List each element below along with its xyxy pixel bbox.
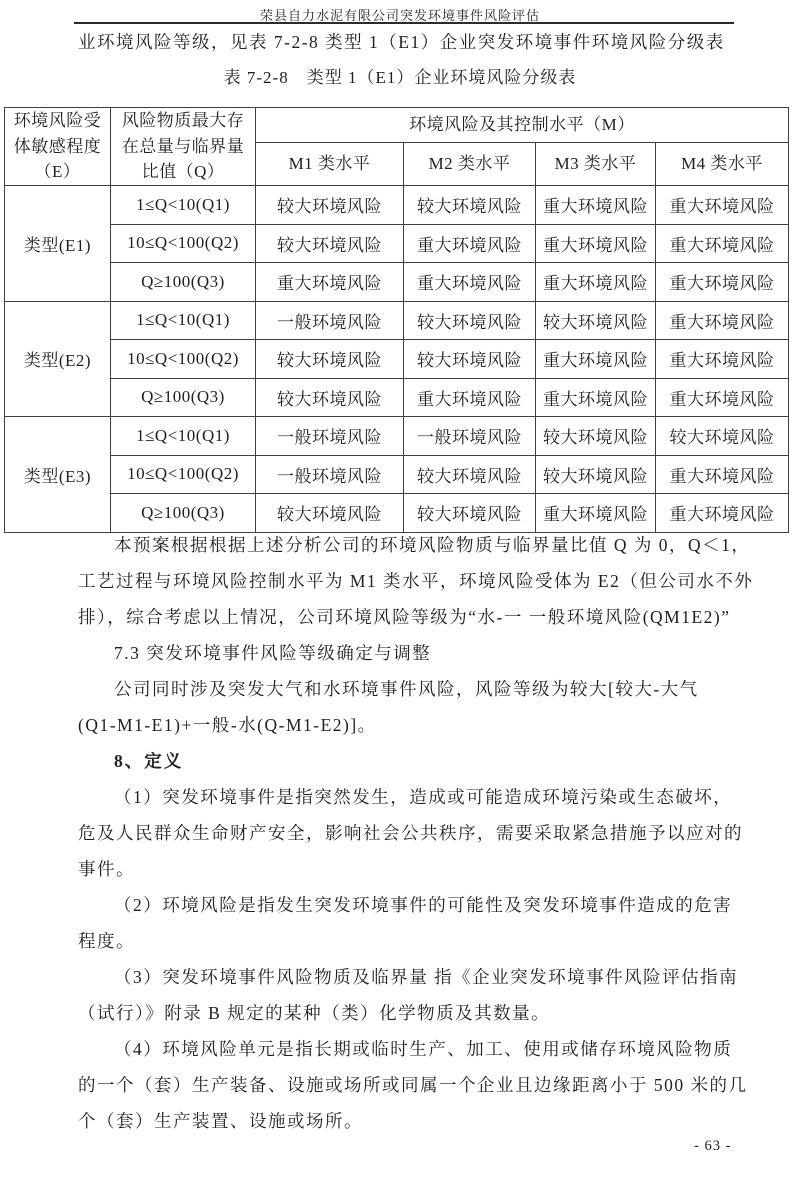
table-row: [5, 263, 789, 302]
risk-cell: 较大环境风险: [536, 301, 656, 340]
q-range-cell: Q≥100(Q3): [111, 378, 256, 417]
table-caption: 表 7-2-8 类型 1（E1）企业环境风险分级表: [223, 68, 577, 87]
risk-cell: 重大环境风险: [656, 301, 789, 340]
paragraph-line: 个（套）生产装置、设施或场所。: [78, 1111, 363, 1131]
table-row: [5, 455, 789, 494]
paragraph-line: （3）突发环境事件风险物质及临界量 指《企业突发环境事件风险评估指南: [114, 967, 739, 987]
risk-cell: 较大环境风险: [256, 494, 404, 533]
paragraph-line: （2）环境风险是指发生突发环境事件的可能性及突发环境事件造成的危害: [114, 895, 733, 915]
q-range-cell: 10≤Q<100(Q2): [111, 340, 256, 379]
group-label-e1: 类型(E1): [5, 186, 111, 302]
group-label-e2: 类型(E2): [5, 301, 111, 417]
body-text-block: [78, 527, 754, 1139]
page-number: - 63 -: [694, 1138, 732, 1154]
q-range-cell: 1≤Q<10(Q1): [111, 417, 256, 456]
risk-cell: 重大环境风险: [536, 224, 656, 263]
col-header-m3: M3 类水平: [536, 143, 656, 186]
q-range-cell: 1≤Q<10(Q1): [111, 186, 256, 225]
risk-cell: 重大环境风险: [256, 263, 404, 302]
heading-7-3: 7.3 突发环境事件风险等级确定与调整: [114, 643, 432, 663]
paragraph-line: (Q1-M1-E1)+一般-水(Q-M1-E2)]。: [78, 715, 377, 735]
risk-cell: 较大环境风险: [536, 455, 656, 494]
paragraph-line: 本预案根据根据上述分析公司的环境风险物质与临界量比值 Q 为 0，Q＜1，: [114, 535, 751, 555]
paragraph-line: 事件。: [78, 859, 135, 879]
risk-cell: 重大环境风险: [536, 340, 656, 379]
risk-cell: 重大环境风险: [656, 186, 789, 225]
risk-cell: 较大环境风险: [404, 340, 536, 379]
table-row: [5, 378, 789, 417]
risk-cell: 重大环境风险: [656, 340, 789, 379]
risk-cell: 较大环境风险: [656, 417, 789, 456]
table-row: [5, 417, 789, 456]
col-header-receptor: [5, 108, 111, 186]
table-row: [5, 186, 789, 225]
col-header-m-group: 环境风险及其控制水平（M）: [256, 108, 789, 143]
risk-cell: 重大环境风险: [656, 224, 789, 263]
paragraph-line: 危及人民群众生命财产安全，影响社会公共秩序，需要采取紧急措施予以应对的: [78, 823, 743, 843]
risk-cell: 较大环境风险: [404, 494, 536, 533]
paragraph-line: （4）环境风险单元是指长期或临时生产、加工、使用或储存环境风险物质: [114, 1039, 733, 1059]
col-header-m1: M1 类水平: [256, 143, 404, 186]
q-range-cell: Q≥100(Q3): [111, 494, 256, 533]
table-row: [5, 340, 789, 379]
risk-cell: 一般环境风险: [256, 455, 404, 494]
risk-cell: 重大环境风险: [404, 378, 536, 417]
risk-cell: 重大环境风险: [404, 224, 536, 263]
risk-cell: 一般环境风险: [404, 417, 536, 456]
risk-cell: 重大环境风险: [656, 494, 789, 533]
q-range-cell: 10≤Q<100(Q2): [111, 455, 256, 494]
risk-cell: 较大环境风险: [404, 301, 536, 340]
q-range-cell: 1≤Q<10(Q1): [111, 301, 256, 340]
risk-grading-table: [4, 107, 789, 533]
risk-cell: 重大环境风险: [536, 263, 656, 302]
col-header-receptor-line: 环境风险受: [13, 111, 102, 131]
risk-cell: 较大环境风险: [404, 186, 536, 225]
paragraph-line: 工艺过程与环境风险控制水平为 M1 类水平，环境风险受体为 E2（但公司水不外: [78, 571, 754, 591]
col-header-quantity-ratio: [111, 108, 256, 186]
risk-cell: 较大环境风险: [536, 417, 656, 456]
risk-cell: 重大环境风险: [536, 494, 656, 533]
table-row: [5, 224, 789, 263]
risk-cell: 重大环境风险: [656, 378, 789, 417]
table-row: [5, 301, 789, 340]
col-header-receptor-line: （E）: [34, 162, 81, 182]
paragraph-line: （试行）》附录 B 规定的某种（类）化学物质及其数量。: [78, 1003, 551, 1023]
q-range-cell: Q≥100(Q3): [111, 263, 256, 302]
paragraph-line: 程度。: [78, 931, 135, 951]
paragraph-line: 的一个（套）生产装备、设施或场所或同属一个企业且边缘距离小于 500 米的几: [78, 1075, 748, 1095]
intro-text: 业环境风险等级，见表 7-2-8 类型 1（E1）企业突发环境事件环境风险分级表: [78, 32, 725, 52]
risk-cell: 较大环境风险: [256, 378, 404, 417]
risk-cell: 较大环境风险: [256, 186, 404, 225]
group-label-e3: 类型(E3): [5, 417, 111, 533]
header-divider: [74, 22, 734, 24]
risk-cell: 一般环境风险: [256, 301, 404, 340]
q-range-cell: 10≤Q<100(Q2): [111, 224, 256, 263]
col-header-quantity-line: 比值（Q）: [141, 162, 225, 182]
risk-cell: 重大环境风险: [656, 455, 789, 494]
paragraph-line: 排），综合考虑以上情况，公司环境风险等级为“水-一 一般环境风险(QM1E2)”: [78, 607, 731, 627]
risk-cell: 重大环境风险: [404, 263, 536, 302]
page-header-title: 荣县自力水泥有限公司突发环境事件风险评估: [259, 8, 540, 23]
risk-cell: 较大环境风险: [256, 340, 404, 379]
heading-8: 8、定义: [114, 751, 184, 771]
paragraph-line: 公司同时涉及突发大气和水环境事件风险，风险等级为较大[较大-大气: [114, 679, 699, 699]
risk-cell: 较大环境风险: [256, 224, 404, 263]
col-header-receptor-line: 体敏感程度: [13, 136, 102, 156]
risk-cell: 重大环境风险: [536, 186, 656, 225]
risk-cell: 一般环境风险: [256, 417, 404, 456]
risk-cell: 较大环境风险: [404, 455, 536, 494]
paragraph-line: （1）突发环境事件是指突然发生，造成或可能造成环境污染或生态破坏，: [114, 787, 733, 807]
col-header-m4: M4 类水平: [656, 143, 789, 186]
risk-cell: 重大环境风险: [536, 378, 656, 417]
col-header-m2: M2 类水平: [404, 143, 536, 186]
col-header-quantity-line: 在总量与临界量: [121, 136, 245, 156]
col-header-quantity-line: 风险物质最大存: [121, 111, 245, 131]
risk-cell: 重大环境风险: [656, 263, 789, 302]
